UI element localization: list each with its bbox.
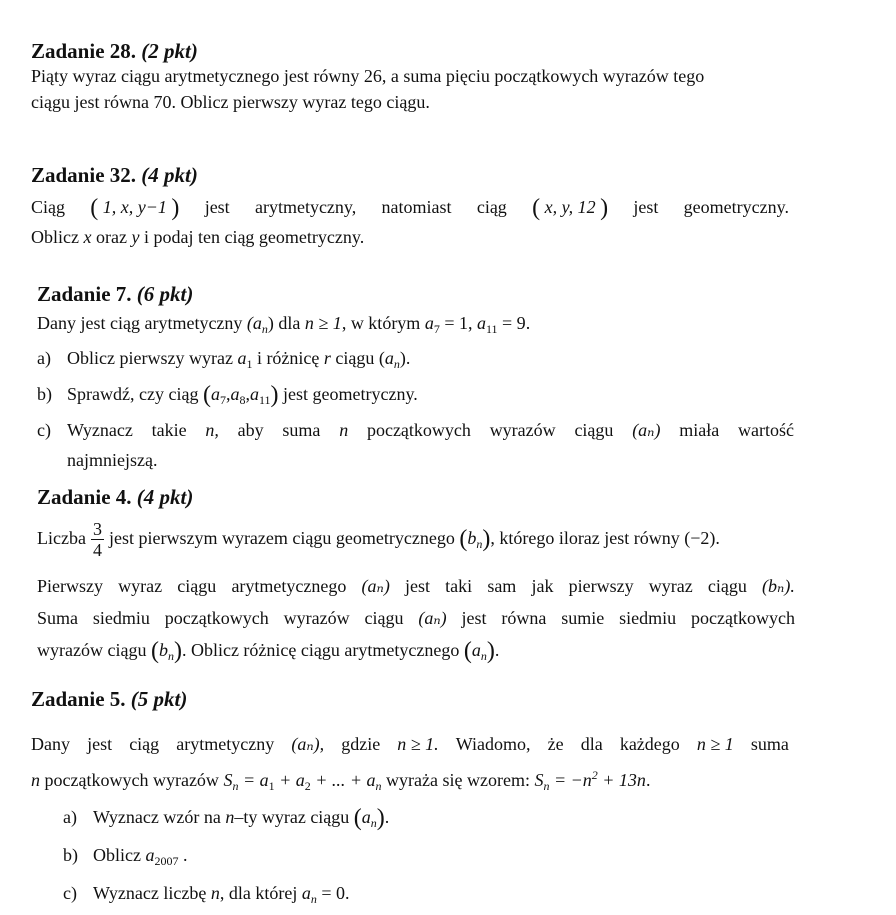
word: jest <box>405 576 430 596</box>
task-number: Zadanie 4. <box>37 485 132 509</box>
word: Dany <box>31 734 70 754</box>
word: jest <box>204 197 230 217</box>
word: Wyznacz <box>67 420 133 440</box>
word: jak <box>531 576 554 596</box>
task-5 <box>31 686 789 915</box>
word: siedmiu <box>92 608 150 628</box>
text-line <box>37 570 795 602</box>
subtask-b: b) Sprawdź, czy ciąg $(a_7,a_8,a_{11})$ jest geometryczny. <box>37 382 418 408</box>
word: (aₙ) <box>361 576 390 596</box>
subtask-c: c) Wyznacz liczbę n, dla której $a_n = 0$. <box>63 883 350 906</box>
text-line: Piąty wyraz ciągu arytmetycznego jest równy 26, a suma pięciu początkowych wyrazów tego <box>31 66 705 86</box>
word: Suma <box>37 608 79 628</box>
word: wyrazów <box>283 608 350 628</box>
word: ciąg <box>476 197 507 217</box>
text-line: Oblicz x oraz y i podaj ten ciąg geometryczny. <box>31 227 365 247</box>
task-title <box>37 281 795 307</box>
text-line <box>37 602 795 634</box>
word: aby <box>237 420 264 440</box>
word: jest <box>633 197 659 217</box>
word: miała <box>679 420 720 440</box>
word: ciąg <box>129 734 160 754</box>
formula-sum: $S_n = a_1 + a_2$ + ... + $a_n$ <box>223 770 382 793</box>
word: Wiadomo, <box>455 734 531 754</box>
sequence-1: ( 1, x, y−1 ) <box>90 195 180 221</box>
formula-sn: $S_n = -n^2 + 13n$ <box>534 768 646 793</box>
word: sumie <box>561 608 605 628</box>
word: ciągu <box>707 576 747 596</box>
word: każdego <box>619 734 680 754</box>
word: geometryczny. <box>683 197 789 217</box>
word: n, <box>205 420 219 440</box>
task-28 <box>31 38 801 115</box>
word: że <box>547 734 564 754</box>
text-line: wyrazów ciągu $(b_n)$. Oblicz różnicę ciągu arytmetycznego $(a_n)$. <box>37 638 500 664</box>
word: gdzie <box>341 734 381 754</box>
text-line: Liczba $\frac{3}{4}$ jest pierwszym wyrazem ciągu geometrycznego $(b_n)$, którego iloraz jest równy (−2). <box>37 519 720 561</box>
word: początkowych <box>690 608 795 628</box>
task-points: (2 pkt) <box>141 39 198 63</box>
word: (aₙ) <box>632 420 661 440</box>
word: arytmetycznego <box>231 576 347 596</box>
task-points: (4 pkt) <box>136 485 194 509</box>
word: arytmetyczny <box>176 734 275 754</box>
word: ciągu <box>177 576 217 596</box>
word: n ≥ 1 <box>696 734 734 754</box>
word: wyrazów <box>489 420 556 440</box>
word: (aₙ), <box>291 734 325 754</box>
word: równa <box>501 608 547 628</box>
word: takie <box>151 420 187 440</box>
task-title <box>31 162 789 188</box>
text-line <box>67 415 794 445</box>
text-line <box>31 192 789 222</box>
word: sam <box>487 576 517 596</box>
word: pierwszy <box>568 576 634 596</box>
word: Ciąg <box>31 197 65 217</box>
subtask-b: b) Oblicz $a_{2007}$ . <box>63 845 188 868</box>
task-32 <box>31 162 789 252</box>
word: jest <box>87 734 113 754</box>
task-7 <box>37 281 795 475</box>
task-number: Zadanie 28. <box>31 39 137 63</box>
word: wartość <box>738 420 794 440</box>
task-number: Zadanie 7. <box>37 282 132 306</box>
task-number: Zadanie 5. <box>31 687 126 711</box>
word: Pierwszy <box>37 576 103 596</box>
word: ciągu <box>574 420 614 440</box>
word: (bₙ). <box>762 576 795 596</box>
word: dla <box>580 734 603 754</box>
word: n ≥ 1. <box>397 734 439 754</box>
word: suma <box>750 734 789 754</box>
word: początkowych <box>164 608 269 628</box>
text-line: najmniejszą. <box>67 450 158 470</box>
fraction: $\frac{3}{4}$ <box>92 519 102 561</box>
word: wyraz <box>118 576 163 596</box>
task-points: (6 pkt) <box>136 282 194 306</box>
subtask-a: a) Wyznacz wzór na n–ty wyraz ciągu $(a_n)$. <box>63 805 390 831</box>
task-4 <box>37 484 795 672</box>
word: arytmetyczny, <box>254 197 357 217</box>
word: natomiast <box>381 197 452 217</box>
sequence-2: ( x, y, 12 ) <box>532 195 609 221</box>
word: suma <box>282 420 321 440</box>
text-line: Dany jest ciąg arytmetyczny $(a_n)$ dla n ≥ 1, w którym $a_7 = 1$, $a_{11} = 9$. <box>37 313 531 336</box>
subtask-a: a) Oblicz pierwszy wyraz $a_1$ i różnicę r ciągu $(a_n)$. <box>37 348 411 371</box>
task-title <box>31 686 789 712</box>
word: wyraz <box>648 576 693 596</box>
word: (aₙ) <box>418 608 447 628</box>
word: jest <box>461 608 487 628</box>
word: początkowych <box>366 420 471 440</box>
word: ciągu <box>364 608 404 628</box>
word: n <box>339 420 349 440</box>
task-title <box>31 38 801 64</box>
task-title <box>37 484 795 510</box>
word: siedmiu <box>619 608 677 628</box>
task-points: (5 pkt) <box>130 687 188 711</box>
text-line <box>31 728 789 760</box>
task-points: (4 pkt) <box>141 163 198 187</box>
text-line: ciągu jest równa 70. Oblicz pierwszy wyraz tego ciągu. <box>31 92 430 112</box>
task-number: Zadanie 32. <box>31 163 137 187</box>
word: taki <box>445 576 473 596</box>
text-line: n początkowych wyrazów $S_n = a_1 + a_2$ + ... + $a_n$ wyraża się wzorem: $S_n = -n^2 + 13n$. <box>31 768 651 793</box>
subtask-c: c) Wyznacz takie n, aby suma n początkowych wyrazów ciągu (aₙ) miała wartość najmniejszą. <box>37 415 795 475</box>
task-text <box>31 63 801 115</box>
